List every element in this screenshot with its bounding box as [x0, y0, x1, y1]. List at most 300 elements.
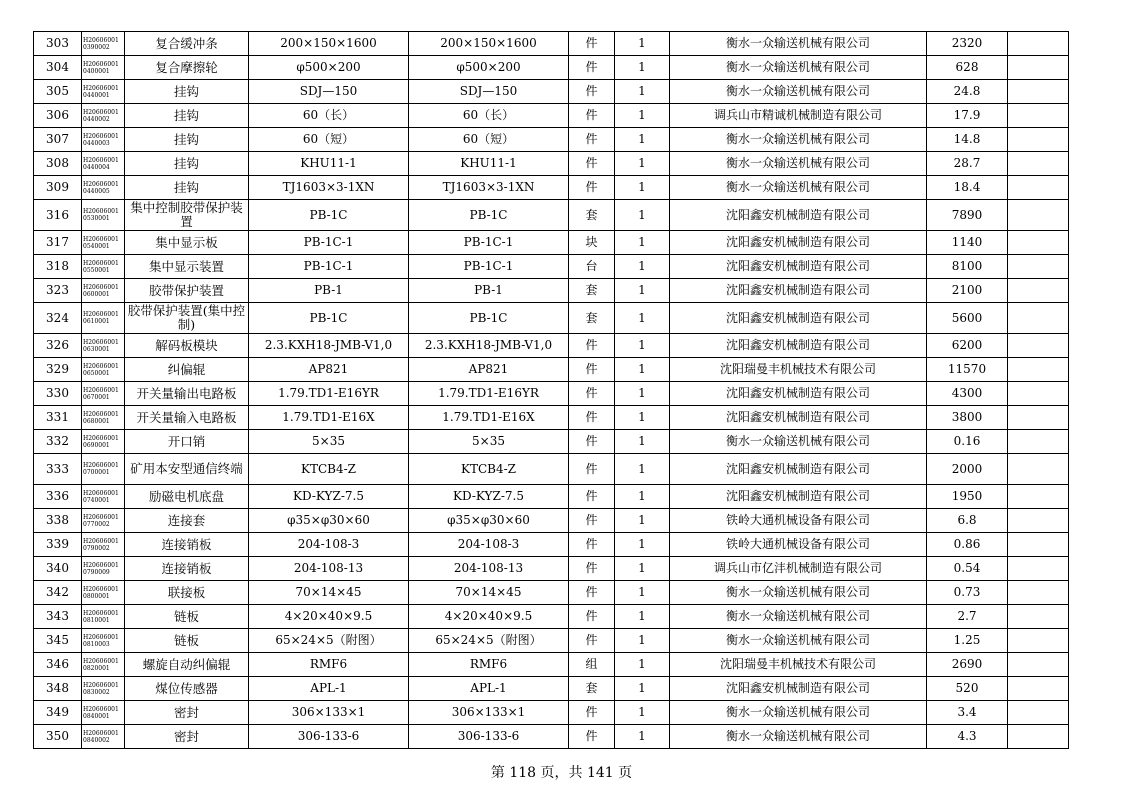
item-model: φ35×φ30×60 — [409, 509, 569, 533]
item-spec: 60（短） — [249, 128, 409, 152]
material-code: H20606001 0810001 — [82, 605, 125, 629]
table-row — [34, 176, 1069, 200]
item-spec: 70×14×45 — [249, 581, 409, 605]
table-row — [34, 605, 1069, 629]
item-unit: 件 — [569, 605, 615, 629]
item-quantity: 1 — [615, 629, 670, 653]
item-unit: 件 — [569, 454, 615, 485]
table-row — [34, 533, 1069, 557]
item-quantity: 1 — [615, 80, 670, 104]
item-unit: 件 — [569, 430, 615, 454]
item-model: RMF6 — [409, 653, 569, 677]
unit-price: 7890 — [927, 200, 1008, 231]
table-row — [34, 485, 1069, 509]
remarks-cell — [1008, 701, 1069, 725]
table-row — [34, 200, 1069, 231]
item-unit: 件 — [569, 152, 615, 176]
unit-price: 5600 — [927, 303, 1008, 334]
item-name: 矿用本安型通信终端 — [125, 454, 249, 485]
unit-price: 2320 — [927, 32, 1008, 56]
item-quantity: 1 — [615, 454, 670, 485]
item-model: PB-1C — [409, 200, 569, 231]
material-code: H20606001 0530001 — [82, 200, 125, 231]
item-model: SDJ—150 — [409, 80, 569, 104]
unit-price: 1.25 — [927, 629, 1008, 653]
remarks-cell — [1008, 485, 1069, 509]
table-row — [34, 358, 1069, 382]
item-name: 煤位传感器 — [125, 677, 249, 701]
unit-price: 17.9 — [927, 104, 1008, 128]
vendor-name: 衡水一众输送机械有限公司 — [670, 128, 927, 152]
item-unit: 件 — [569, 701, 615, 725]
table-row — [34, 334, 1069, 358]
item-name: 连接套 — [125, 509, 249, 533]
item-spec: 65×24×5（附图） — [249, 629, 409, 653]
table-row — [34, 231, 1069, 255]
unit-price: 24.8 — [927, 80, 1008, 104]
material-code: H20606001 0610001 — [82, 303, 125, 334]
item-spec: φ500×200 — [249, 56, 409, 80]
row-number: 326 — [34, 334, 82, 358]
vendor-name: 沈阳鑫安机械制造有限公司 — [670, 485, 927, 509]
row-number: 307 — [34, 128, 82, 152]
item-unit: 件 — [569, 382, 615, 406]
remarks-cell — [1008, 152, 1069, 176]
item-model: 200×150×1600 — [409, 32, 569, 56]
material-code: H20606001 0650001 — [82, 358, 125, 382]
item-unit: 套 — [569, 303, 615, 334]
vendor-name: 衡水一众输送机械有限公司 — [670, 629, 927, 653]
item-model: φ500×200 — [409, 56, 569, 80]
vendor-name: 衡水一众输送机械有限公司 — [670, 725, 927, 749]
table-row — [34, 557, 1069, 581]
item-name: 挂钩 — [125, 104, 249, 128]
item-quantity: 1 — [615, 104, 670, 128]
table-row — [34, 303, 1069, 334]
item-unit: 件 — [569, 725, 615, 749]
row-number: 316 — [34, 200, 82, 231]
item-unit: 件 — [569, 485, 615, 509]
item-model: 70×14×45 — [409, 581, 569, 605]
item-quantity: 1 — [615, 653, 670, 677]
remarks-cell — [1008, 279, 1069, 303]
row-number: 345 — [34, 629, 82, 653]
item-spec: 4×20×40×9.5 — [249, 605, 409, 629]
item-model: KHU11-1 — [409, 152, 569, 176]
row-number: 338 — [34, 509, 82, 533]
unit-price: 3800 — [927, 406, 1008, 430]
remarks-cell — [1008, 509, 1069, 533]
item-quantity: 1 — [615, 533, 670, 557]
item-spec: 5×35 — [249, 430, 409, 454]
item-name: 联接板 — [125, 581, 249, 605]
item-quantity: 1 — [615, 56, 670, 80]
item-spec: 204-108-3 — [249, 533, 409, 557]
remarks-cell — [1008, 104, 1069, 128]
vendor-name: 调兵山市精诚机械制造有限公司 — [670, 104, 927, 128]
row-number: 339 — [34, 533, 82, 557]
item-quantity: 1 — [615, 255, 670, 279]
unit-price: 0.54 — [927, 557, 1008, 581]
material-code: H20606001 0840001 — [82, 701, 125, 725]
table-row — [34, 701, 1069, 725]
unit-price: 520 — [927, 677, 1008, 701]
remarks-cell — [1008, 605, 1069, 629]
material-code: H20606001 0820001 — [82, 653, 125, 677]
item-name: 集中显示板 — [125, 231, 249, 255]
remarks-cell — [1008, 128, 1069, 152]
unit-price: 4.3 — [927, 725, 1008, 749]
table-row — [34, 430, 1069, 454]
item-model: 65×24×5（附图） — [409, 629, 569, 653]
item-spec: PB-1 — [249, 279, 409, 303]
item-quantity: 1 — [615, 701, 670, 725]
item-quantity: 1 — [615, 334, 670, 358]
item-model: PB-1C — [409, 303, 569, 334]
item-spec: PB-1C-1 — [249, 255, 409, 279]
item-quantity: 1 — [615, 485, 670, 509]
vendor-name: 沈阳鑫安机械制造有限公司 — [670, 334, 927, 358]
item-spec: 306×133×1 — [249, 701, 409, 725]
item-spec: RMF6 — [249, 653, 409, 677]
vendor-name: 衡水一众输送机械有限公司 — [670, 605, 927, 629]
remarks-cell — [1008, 176, 1069, 200]
row-number: 349 — [34, 701, 82, 725]
item-unit: 件 — [569, 56, 615, 80]
table-row — [34, 581, 1069, 605]
unit-price: 1950 — [927, 485, 1008, 509]
vendor-name: 衡水一众输送机械有限公司 — [670, 56, 927, 80]
material-code: H20606001 0440002 — [82, 104, 125, 128]
item-quantity: 1 — [615, 32, 670, 56]
row-number: 309 — [34, 176, 82, 200]
vendor-name: 沈阳鑫安机械制造有限公司 — [670, 303, 927, 334]
parts-table — [33, 31, 1069, 749]
unit-price: 0.86 — [927, 533, 1008, 557]
item-spec: KHU11-1 — [249, 152, 409, 176]
unit-price: 2.7 — [927, 605, 1008, 629]
unit-price: 3.4 — [927, 701, 1008, 725]
item-quantity: 1 — [615, 200, 670, 231]
material-code: H20606001 0390002 — [82, 32, 125, 56]
table-row — [34, 32, 1069, 56]
vendor-name: 调兵山市亿沣机械制造有限公司 — [670, 557, 927, 581]
table-row — [34, 56, 1069, 80]
unit-price: 4300 — [927, 382, 1008, 406]
material-code: H20606001 0670001 — [82, 382, 125, 406]
item-name: 复合摩擦轮 — [125, 56, 249, 80]
item-quantity: 1 — [615, 152, 670, 176]
row-number: 331 — [34, 406, 82, 430]
item-spec: PB-1C — [249, 200, 409, 231]
item-unit: 件 — [569, 509, 615, 533]
item-spec: TJ1603×3-1XN — [249, 176, 409, 200]
item-spec: APL-1 — [249, 677, 409, 701]
item-quantity: 1 — [615, 581, 670, 605]
remarks-cell — [1008, 382, 1069, 406]
row-number: 333 — [34, 454, 82, 485]
item-unit: 件 — [569, 334, 615, 358]
item-quantity: 1 — [615, 430, 670, 454]
row-number: 303 — [34, 32, 82, 56]
item-name: 链板 — [125, 629, 249, 653]
item-model: 306-133-6 — [409, 725, 569, 749]
item-spec: PB-1C-1 — [249, 231, 409, 255]
vendor-name: 沈阳鑫安机械制造有限公司 — [670, 677, 927, 701]
unit-price: 28.7 — [927, 152, 1008, 176]
item-unit: 套 — [569, 200, 615, 231]
unit-price: 0.73 — [927, 581, 1008, 605]
item-unit: 件 — [569, 176, 615, 200]
item-spec: KD-KYZ-7.5 — [249, 485, 409, 509]
item-name: 纠偏辊 — [125, 358, 249, 382]
item-model: 1.79.TD1-E16YR — [409, 382, 569, 406]
row-number: 308 — [34, 152, 82, 176]
table-row — [34, 629, 1069, 653]
remarks-cell — [1008, 454, 1069, 485]
item-model: PB-1C-1 — [409, 231, 569, 255]
material-code: H20606001 0550001 — [82, 255, 125, 279]
item-unit: 件 — [569, 581, 615, 605]
row-number: 330 — [34, 382, 82, 406]
table-row — [34, 653, 1069, 677]
material-code: H20606001 0540001 — [82, 231, 125, 255]
remarks-cell — [1008, 56, 1069, 80]
row-number: 324 — [34, 303, 82, 334]
item-spec: AP821 — [249, 358, 409, 382]
remarks-cell — [1008, 231, 1069, 255]
item-quantity: 1 — [615, 382, 670, 406]
unit-price: 2000 — [927, 454, 1008, 485]
item-model: TJ1603×3-1XN — [409, 176, 569, 200]
material-code: H20606001 0700001 — [82, 454, 125, 485]
unit-price: 2100 — [927, 279, 1008, 303]
item-unit: 套 — [569, 279, 615, 303]
vendor-name: 沈阳鑫安机械制造有限公司 — [670, 406, 927, 430]
row-number: 336 — [34, 485, 82, 509]
table-row — [34, 454, 1069, 485]
vendor-name: 铁岭大通机械设备有限公司 — [670, 509, 927, 533]
item-model: 60（长） — [409, 104, 569, 128]
remarks-cell — [1008, 581, 1069, 605]
row-number: 348 — [34, 677, 82, 701]
vendor-name: 沈阳鑫安机械制造有限公司 — [670, 454, 927, 485]
vendor-name: 沈阳鑫安机械制造有限公司 — [670, 279, 927, 303]
vendor-name: 衡水一众输送机械有限公司 — [670, 152, 927, 176]
unit-price: 628 — [927, 56, 1008, 80]
remarks-cell — [1008, 677, 1069, 701]
item-unit: 块 — [569, 231, 615, 255]
remarks-cell — [1008, 653, 1069, 677]
remarks-cell — [1008, 303, 1069, 334]
material-code: H20606001 0440005 — [82, 176, 125, 200]
material-code: H20606001 0630001 — [82, 334, 125, 358]
item-spec: 1.79.TD1-E16YR — [249, 382, 409, 406]
vendor-name: 衡水一众输送机械有限公司 — [670, 430, 927, 454]
remarks-cell — [1008, 725, 1069, 749]
item-quantity: 1 — [615, 605, 670, 629]
table-row — [34, 406, 1069, 430]
table-row — [34, 382, 1069, 406]
item-model: 5×35 — [409, 430, 569, 454]
row-number: 317 — [34, 231, 82, 255]
item-unit: 件 — [569, 358, 615, 382]
item-model: 1.79.TD1-E16X — [409, 406, 569, 430]
vendor-name: 铁岭大通机械设备有限公司 — [670, 533, 927, 557]
item-quantity: 1 — [615, 279, 670, 303]
remarks-cell — [1008, 557, 1069, 581]
item-name: 励磁电机底盘 — [125, 485, 249, 509]
material-code: H20606001 0440003 — [82, 128, 125, 152]
vendor-name: 沈阳鑫安机械制造有限公司 — [670, 255, 927, 279]
table-row — [34, 104, 1069, 128]
material-code: H20606001 0770002 — [82, 509, 125, 533]
item-quantity: 1 — [615, 176, 670, 200]
material-code: H20606001 0400001 — [82, 56, 125, 80]
row-number: 350 — [34, 725, 82, 749]
item-model: 2.3.KXH18-JMB-V1,0 — [409, 334, 569, 358]
item-name: 挂钩 — [125, 152, 249, 176]
item-model: 60（短） — [409, 128, 569, 152]
item-name: 密封 — [125, 725, 249, 749]
table-row — [34, 80, 1069, 104]
vendor-name: 衡水一众输送机械有限公司 — [670, 176, 927, 200]
item-name: 连接销板 — [125, 557, 249, 581]
item-spec: 306-133-6 — [249, 725, 409, 749]
item-spec: SDJ—150 — [249, 80, 409, 104]
item-quantity: 1 — [615, 358, 670, 382]
item-unit: 套 — [569, 677, 615, 701]
item-unit: 组 — [569, 653, 615, 677]
unit-price: 2690 — [927, 653, 1008, 677]
item-model: KD-KYZ-7.5 — [409, 485, 569, 509]
remarks-cell — [1008, 430, 1069, 454]
row-number: 340 — [34, 557, 82, 581]
item-name: 挂钩 — [125, 176, 249, 200]
material-code: H20606001 0790002 — [82, 533, 125, 557]
vendor-name: 衡水一众输送机械有限公司 — [670, 32, 927, 56]
item-model: 306×133×1 — [409, 701, 569, 725]
unit-price: 0.16 — [927, 430, 1008, 454]
vendor-name: 沈阳瑞曼丰机械技术有限公司 — [670, 358, 927, 382]
vendor-name: 沈阳鑫安机械制造有限公司 — [670, 231, 927, 255]
material-code: H20606001 0800001 — [82, 581, 125, 605]
remarks-cell — [1008, 629, 1069, 653]
item-model: 4×20×40×9.5 — [409, 605, 569, 629]
item-model: 204-108-13 — [409, 557, 569, 581]
material-code: H20606001 0810003 — [82, 629, 125, 653]
vendor-name: 沈阳瑞曼丰机械技术有限公司 — [670, 653, 927, 677]
item-quantity: 1 — [615, 557, 670, 581]
item-model: PB-1 — [409, 279, 569, 303]
item-name: 挂钩 — [125, 128, 249, 152]
item-unit: 件 — [569, 406, 615, 430]
unit-price: 6.8 — [927, 509, 1008, 533]
item-unit: 件 — [569, 533, 615, 557]
table-row — [34, 677, 1069, 701]
material-code: H20606001 0440004 — [82, 152, 125, 176]
item-spec: KTCB4-Z — [249, 454, 409, 485]
item-quantity: 1 — [615, 509, 670, 533]
unit-price: 11570 — [927, 358, 1008, 382]
item-quantity: 1 — [615, 303, 670, 334]
item-model: PB-1C-1 — [409, 255, 569, 279]
vendor-name: 衡水一众输送机械有限公司 — [670, 701, 927, 725]
material-code: H20606001 0680001 — [82, 406, 125, 430]
item-unit: 件 — [569, 80, 615, 104]
row-number: 329 — [34, 358, 82, 382]
item-model: APL-1 — [409, 677, 569, 701]
material-code: H20606001 0840002 — [82, 725, 125, 749]
item-name: 集中显示装置 — [125, 255, 249, 279]
vendor-name: 衡水一众输送机械有限公司 — [670, 581, 927, 605]
unit-price: 14.8 — [927, 128, 1008, 152]
item-quantity: 1 — [615, 725, 670, 749]
table-row — [34, 255, 1069, 279]
item-spec: 1.79.TD1-E16X — [249, 406, 409, 430]
material-code: H20606001 0790009 — [82, 557, 125, 581]
vendor-name: 沈阳鑫安机械制造有限公司 — [670, 200, 927, 231]
item-name: 解码板模块 — [125, 334, 249, 358]
row-number: 304 — [34, 56, 82, 80]
remarks-cell — [1008, 358, 1069, 382]
item-quantity: 1 — [615, 231, 670, 255]
remarks-cell — [1008, 533, 1069, 557]
item-spec: 200×150×1600 — [249, 32, 409, 56]
item-unit: 件 — [569, 32, 615, 56]
item-spec: 60（长） — [249, 104, 409, 128]
item-spec: 204-108-13 — [249, 557, 409, 581]
item-name: 密封 — [125, 701, 249, 725]
vendor-name: 沈阳鑫安机械制造有限公司 — [670, 382, 927, 406]
item-spec: 2.3.KXH18-JMB-V1,0 — [249, 334, 409, 358]
item-name: 连接销板 — [125, 533, 249, 557]
table-row — [34, 128, 1069, 152]
unit-price: 8100 — [927, 255, 1008, 279]
row-number: 306 — [34, 104, 82, 128]
table-row — [34, 152, 1069, 176]
remarks-cell — [1008, 80, 1069, 104]
material-code: H20606001 0740001 — [82, 485, 125, 509]
item-name: 胶带保护装置(集中控制) — [125, 303, 249, 334]
item-unit: 件 — [569, 128, 615, 152]
item-name: 开口销 — [125, 430, 249, 454]
item-name: 复合缓冲条 — [125, 32, 249, 56]
item-name: 开关量输出电路板 — [125, 382, 249, 406]
row-number: 323 — [34, 279, 82, 303]
item-name: 开关量输入电路板 — [125, 406, 249, 430]
page-footer: 第 118 页，共 141 页 — [490, 765, 633, 781]
item-model: KTCB4-Z — [409, 454, 569, 485]
item-name: 挂钩 — [125, 80, 249, 104]
unit-price: 6200 — [927, 334, 1008, 358]
table-row — [34, 725, 1069, 749]
remarks-cell — [1008, 334, 1069, 358]
item-quantity: 1 — [615, 406, 670, 430]
row-number: 342 — [34, 581, 82, 605]
material-code: H20606001 0830002 — [82, 677, 125, 701]
item-name: 胶带保护装置 — [125, 279, 249, 303]
table-row — [34, 509, 1069, 533]
item-name: 集中控制胶带保护装置 — [125, 200, 249, 231]
item-name: 链板 — [125, 605, 249, 629]
row-number: 332 — [34, 430, 82, 454]
remarks-cell — [1008, 32, 1069, 56]
item-unit: 台 — [569, 255, 615, 279]
row-number: 343 — [34, 605, 82, 629]
item-unit: 件 — [569, 557, 615, 581]
table-body — [34, 32, 1069, 749]
